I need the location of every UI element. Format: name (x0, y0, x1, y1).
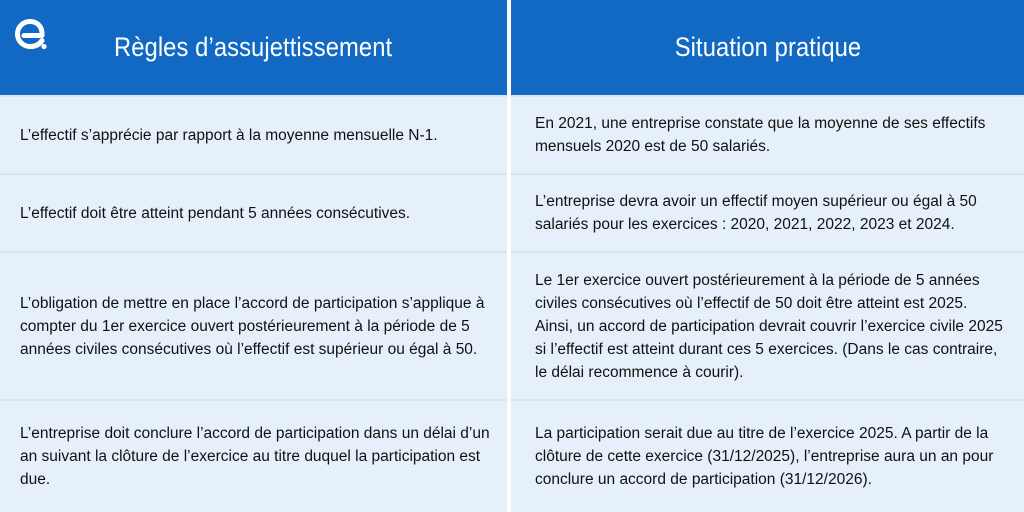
rule-text: L’entreprise doit conclure l’accord de participation dans un délai d’un an suivant la clôture de l’exercice au titre duquel la participation est due. (20, 425, 490, 488)
header-left (0, 0, 507, 95)
rule-text: L’obligation de mettre en place l’accord de participation s’applique à compter du 1er exercice ouvert postérieurement à la période de 5 années civiles consécutives où l’effectif est supérieur ou égal à 50. (20, 294, 485, 358)
table-row-2-example (511, 175, 1024, 251)
header-right-title: Situation pratique (674, 32, 861, 62)
example-text: Le 1er exercice ouvert postérieurement à la période de 5 années civiles consécutives où l’effectif de 50 doit être atteint est 2025. Ainsi, un accord de participation devrait couvrir l’exercice civile 2025 si l’effectif est atteint durant ces 5 exercices. (Dans le cas contraire, le délai recommence à courir). (535, 271, 1003, 381)
e-logo-icon (12, 18, 48, 50)
header-left-title: Règles d’assujettissement (114, 32, 393, 62)
rule-text: L’effectif s’apprécie par rapport à la moyenne mensuelle N-1. (20, 126, 438, 144)
example-text: La participation serait due au titre de l’exercice 2025. A partir de la clôture de cette exercice (31/12/2025), l’entreprise aura un an pour conclure un accord de participation (31/12/2026). (535, 425, 994, 488)
header-right (511, 0, 1024, 95)
table-row-3-example (511, 253, 1024, 399)
table-row-4-example (511, 401, 1024, 512)
example-text: En 2021, une entreprise constate que la moyenne de ses effectifs mensuels 2020 est de 50 salariés. (535, 115, 986, 155)
table-row-1-rule (0, 97, 507, 173)
table-row-4-rule (0, 401, 507, 512)
rule-text: L’effectif doit être atteint pendant 5 années consécutives. (20, 204, 411, 222)
table-row-1-example (511, 97, 1024, 173)
table-row-2-rule (0, 175, 507, 251)
example-text: L’entreprise devra avoir un effectif moyen supérieur ou égal à 50 salariés pour les exercices : 2020, 2021, 2022, 2023 et 2024. (535, 193, 977, 233)
table-row-3-rule (0, 253, 507, 399)
